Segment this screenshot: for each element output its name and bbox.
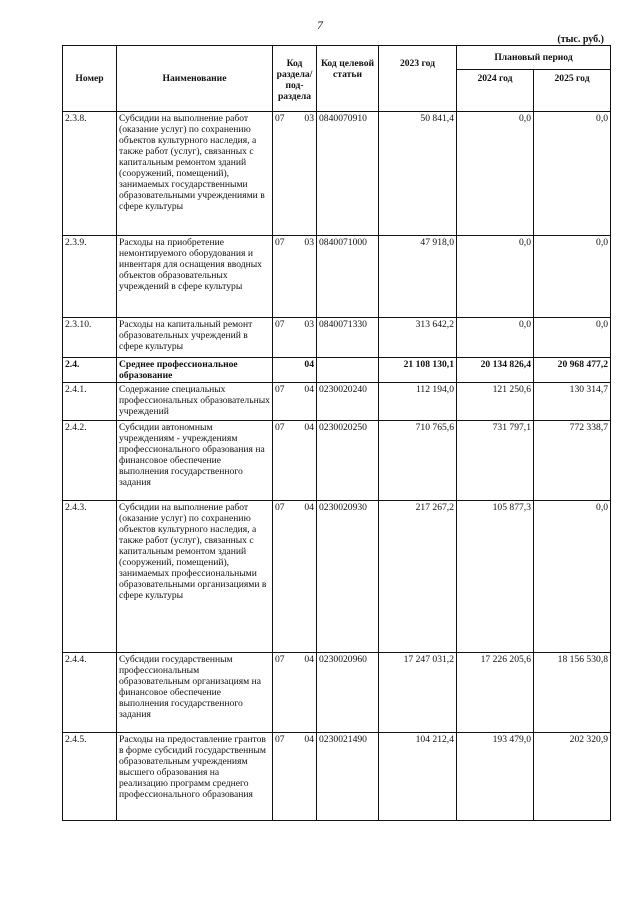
table-row bbox=[63, 236, 611, 318]
row-target-code: 0230020250 bbox=[317, 421, 379, 501]
row-2023: 47 918,0 bbox=[379, 236, 457, 318]
row-target-code: 0840071330 bbox=[317, 318, 379, 358]
row-target-code: 0840071000 bbox=[317, 236, 379, 318]
row-section-code bbox=[273, 112, 317, 236]
row-name: Субсидии государственным профессиональным образовательным организациям на финансовое обеспечение выполнения государственного задания bbox=[117, 653, 273, 733]
row-2025: 0,0 bbox=[534, 236, 611, 318]
row-target-code bbox=[317, 358, 379, 383]
row-target-code: 0230020930 bbox=[317, 501, 379, 653]
row-target-code: 0230020960 bbox=[317, 653, 379, 733]
row-number: 2.4. bbox=[63, 358, 117, 383]
table-row bbox=[63, 653, 611, 733]
row-2023: 313 642,2 bbox=[379, 318, 457, 358]
row-section-code bbox=[273, 501, 317, 653]
header-2023: 2023 год bbox=[379, 46, 457, 112]
row-2024: 17 226 205,6 bbox=[457, 653, 534, 733]
row-name: Расходы на капитальный ремонт образовательных учреждений в сфере культуры bbox=[117, 318, 273, 358]
row-number: 2.4.1. bbox=[63, 383, 117, 421]
row-2025: 18 156 530,8 bbox=[534, 653, 611, 733]
row-subsection: 04 bbox=[304, 384, 314, 395]
header-name: Наименование bbox=[117, 46, 273, 112]
header-2025: 2025 год bbox=[534, 70, 611, 112]
row-2025: 130 314,7 bbox=[534, 383, 611, 421]
row-section: 07 bbox=[275, 384, 285, 395]
row-name: Расходы на предоставление грантов в форме субсидий государственным образовательным учреждениям высшего образования на реализацию программ среднего профессионального образования bbox=[117, 733, 273, 821]
row-number: 2.4.2. bbox=[63, 421, 117, 501]
units-label: (тыс. руб.) bbox=[557, 34, 604, 45]
page-number: 7 bbox=[317, 18, 323, 32]
row-2024: 193 479,0 bbox=[457, 733, 534, 821]
row-section-code bbox=[273, 318, 317, 358]
table-row bbox=[63, 383, 611, 421]
row-2025: 772 338,7 bbox=[534, 421, 611, 501]
row-2024: 731 797,1 bbox=[457, 421, 534, 501]
row-2024: 121 250,6 bbox=[457, 383, 534, 421]
header-number: Номер bbox=[63, 46, 117, 112]
row-section: 07 bbox=[275, 113, 285, 124]
row-2023: 50 841,4 bbox=[379, 112, 457, 236]
row-2023: 17 247 031,2 bbox=[379, 653, 457, 733]
row-section: 07 bbox=[275, 654, 285, 665]
row-2023: 112 194,0 bbox=[379, 383, 457, 421]
row-name: Расходы на приобретение немонтируемого оборудования и инвентаря для оснащения вводных объектов образовательных учреждений в сфере культуры bbox=[117, 236, 273, 318]
header-2024: 2024 год bbox=[457, 70, 534, 112]
row-subsection: 03 bbox=[304, 237, 314, 248]
row-number: 2.3.8. bbox=[63, 112, 117, 236]
budget-table bbox=[62, 45, 611, 821]
row-subsection: 04 bbox=[304, 359, 314, 370]
row-subsection: 03 bbox=[304, 319, 314, 330]
row-2023: 104 212,4 bbox=[379, 733, 457, 821]
row-subsection: 04 bbox=[304, 422, 314, 433]
row-section-code bbox=[273, 653, 317, 733]
row-name: Содержание специальных профессиональных образовательных учреждений bbox=[117, 383, 273, 421]
header-planned-period: Плановый период bbox=[457, 46, 611, 70]
table-row bbox=[63, 421, 611, 501]
header-section-code: Код раздела/ под- раздела bbox=[273, 46, 317, 112]
row-section: 07 bbox=[275, 422, 285, 433]
row-target-code: 0230021490 bbox=[317, 733, 379, 821]
row-section-code bbox=[273, 421, 317, 501]
row-section-code bbox=[273, 383, 317, 421]
row-2025: 0,0 bbox=[534, 112, 611, 236]
row-section-code bbox=[273, 733, 317, 821]
row-number: 2.3.10. bbox=[63, 318, 117, 358]
row-2025: 0,0 bbox=[534, 501, 611, 653]
row-number: 2.3.9. bbox=[63, 236, 117, 318]
row-subsection: 03 bbox=[304, 113, 314, 124]
header-target-code: Код целевой статьи bbox=[317, 46, 379, 112]
row-section-code bbox=[273, 358, 317, 383]
row-name: Субсидии на выполнение работ (оказание услуг) по сохранению объектов культурного наследия, а также работ (услуг), связанных с капитальным ремонтом зданий (сооружений, помещений), занимаемых профессиональными образовательными организациями в сфере культуры bbox=[117, 501, 273, 653]
row-2023: 21 108 130,1 bbox=[379, 358, 457, 383]
row-number: 2.4.3. bbox=[63, 501, 117, 653]
table-row bbox=[63, 112, 611, 236]
row-section: 07 bbox=[275, 502, 285, 513]
table-row bbox=[63, 501, 611, 653]
row-2025: 202 320,9 bbox=[534, 733, 611, 821]
row-section: 07 bbox=[275, 237, 285, 248]
row-target-code: 0840070910 bbox=[317, 112, 379, 236]
row-subsection: 04 bbox=[304, 734, 314, 745]
row-2023: 710 765,6 bbox=[379, 421, 457, 501]
row-name: Среднее профессиональное образование bbox=[117, 358, 273, 383]
row-subsection: 04 bbox=[304, 654, 314, 665]
row-2025: 0,0 bbox=[534, 318, 611, 358]
row-number: 2.4.4. bbox=[63, 653, 117, 733]
row-name: Субсидии на выполнение работ (оказание услуг) по сохранению объектов культурного наследия, а также работ (услуг), связанных с капитальным ремонтом зданий (сооружений, помещений), занимаемых государственными образовательными учреждениями в сфере культуры bbox=[117, 112, 273, 236]
row-2024: 20 134 826,4 bbox=[457, 358, 534, 383]
row-name: Субсидии автономным учреждениям - учреждениям профессионального образования на финансовое обеспечение выполнения государственного задания bbox=[117, 421, 273, 501]
row-2024: 0,0 bbox=[457, 112, 534, 236]
row-2024: 0,0 bbox=[457, 236, 534, 318]
row-2024: 0,0 bbox=[457, 318, 534, 358]
row-2025: 20 968 477,2 bbox=[534, 358, 611, 383]
row-number: 2.4.5. bbox=[63, 733, 117, 821]
row-section: 07 bbox=[275, 734, 285, 745]
row-section: 07 bbox=[275, 319, 285, 330]
row-target-code: 0230020240 bbox=[317, 383, 379, 421]
table-row bbox=[63, 318, 611, 358]
row-subsection: 04 bbox=[304, 502, 314, 513]
row-2024: 105 877,3 bbox=[457, 501, 534, 653]
row-section-code bbox=[273, 236, 317, 318]
row-2023: 217 267,2 bbox=[379, 501, 457, 653]
table-row bbox=[63, 358, 611, 383]
table-row bbox=[63, 733, 611, 821]
